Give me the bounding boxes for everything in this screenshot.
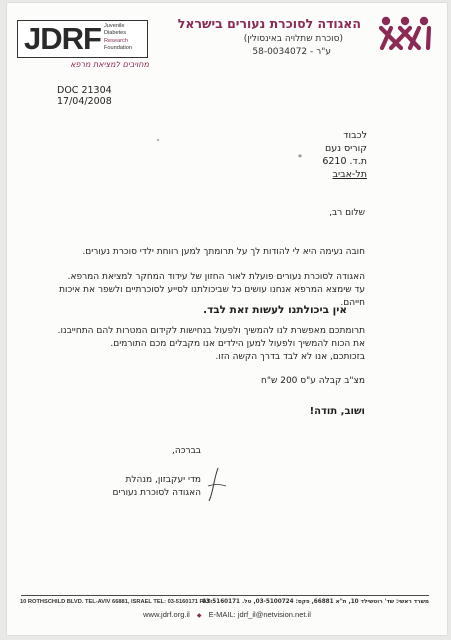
- footer-address-english: 10 ROTHSCHILD BLVD. TEL-AVIV 66881, ISRAEL TEL: 03-5160171 FAX:: [20, 599, 213, 605]
- donation-paragraph: [45, 325, 365, 365]
- donation-line: את הכוח להמשיך ולפעול למען הילדים אנו מקבלים מכם התורמים.: [110, 339, 365, 350]
- jdrf-tagline: מחויבים למציאת מרפא: [70, 60, 149, 69]
- org-subtitle: (סוכרת שתלויה באינסולין): [243, 34, 343, 44]
- thanks-paragraph: חובה נעימה היא לי להודות לך על תרומתך למען רווחת ילדי סוכרת נעורים.: [82, 247, 365, 257]
- blessing: בברכה,: [172, 446, 201, 456]
- scan-speck: [157, 139, 159, 141]
- donation-line: בזכותכם, אנו לא לבד בדרך הקשה הזו.: [215, 352, 365, 363]
- handwritten-signature: [202, 466, 230, 502]
- jdrf-sub-line: Juvenile: [104, 23, 125, 29]
- closing-thanks: ושוב, תודה!: [309, 406, 365, 417]
- org-emblem-icon: [377, 15, 433, 51]
- recipient-pobox: ת.ד. 6210: [322, 156, 367, 167]
- footer-divider: [21, 595, 429, 596]
- jdrf-wordmark: JDRF: [24, 21, 101, 56]
- letter-page: [7, 3, 447, 635]
- doc-date: 17/04/2008: [57, 96, 112, 107]
- headline: אין ביכולתנו לעשות זאת לבד.: [203, 304, 347, 316]
- recipient-city: תל-אביב: [332, 169, 367, 180]
- jdrf-sub-line: Diabetes: [104, 30, 127, 37]
- jdrf-sub-line: Foundation: [104, 45, 132, 52]
- donation-line: תרומתכם מאפשרת לנו להמשיך ולפעול בנחישות לקידום המטרות להם התחייבנו.: [57, 326, 365, 336]
- jdrf-full-name: [104, 23, 132, 53]
- mission-line: האגודה לסוכרת נעורים פועלת לאור החזון של עידוד המחקר למציאת המרפא.: [67, 272, 365, 282]
- footer-email-link[interactable]: E-MAIL: jdrf_il@netvision.net.il: [208, 610, 311, 619]
- recipient-salutation: לכבוד: [343, 130, 367, 141]
- footer-website-link[interactable]: www.jdrf.org.il: [143, 610, 190, 619]
- footer-contact: [7, 610, 447, 619]
- greeting: שלום רב,: [329, 208, 365, 218]
- receipt-note: מצ"ב קבלה ע"ס 200 ש"ח: [260, 376, 365, 386]
- doc-number: DOC 21304: [57, 85, 112, 96]
- mission-line: עד שימצא המרפא אנחנו עושים כל שביכולתנו לסייע לסוכרתיים ולשפר את איכות חייהם.: [59, 285, 365, 309]
- signer-organization: האגודה לסוכרת נעורים: [112, 488, 201, 498]
- recipient-name: קוריס נעם: [324, 143, 367, 154]
- org-name: האגודה לסוכרת נעורים בישראל: [177, 16, 361, 31]
- footer-address-hebrew: משרד ראשי: שד' רוטשילד 10, ת"א 66881, פקס: 03-5100724, טל. 03-5160171: [202, 599, 429, 605]
- diamond-separator-icon: ◆: [196, 613, 202, 619]
- org-registration: ע"ר - 58-0034072: [252, 47, 331, 57]
- jdrf-logo: [17, 20, 148, 58]
- signer-name: מדי יעקבזון, מנהלת: [125, 475, 201, 485]
- jdrf-sub-line: Research: [104, 37, 128, 44]
- recipient-mark: *: [298, 153, 302, 162]
